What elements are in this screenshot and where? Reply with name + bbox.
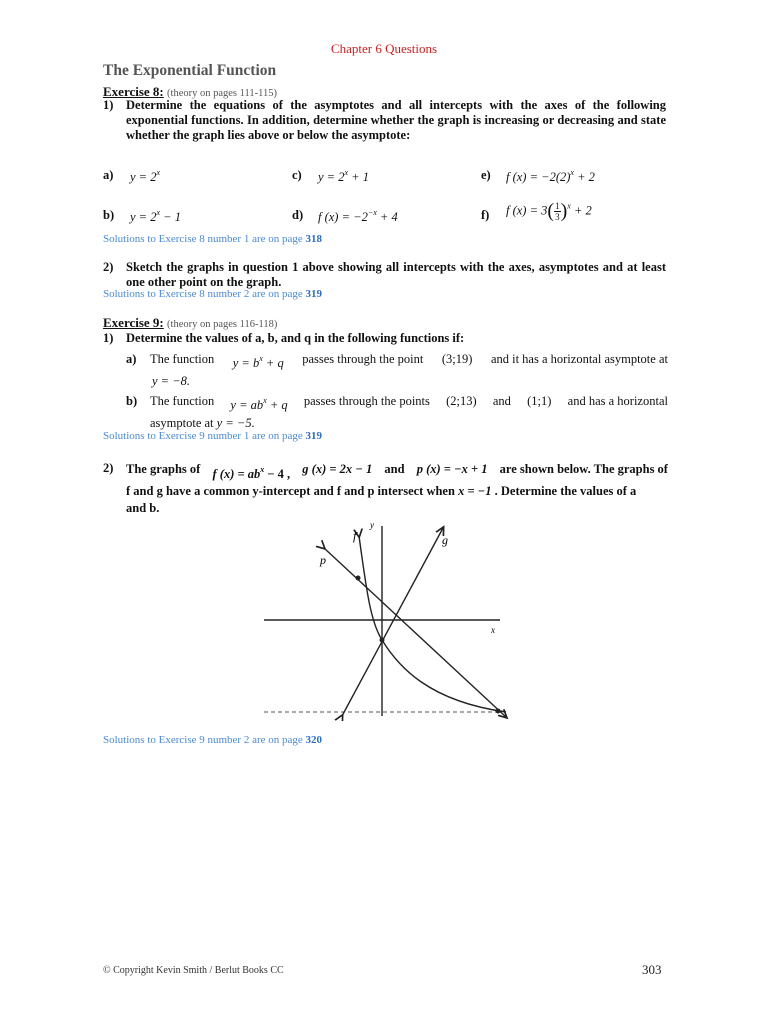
label-x: x [491, 625, 495, 635]
exercise-8-ref: (theory on pages 111-115) [167, 88, 277, 99]
item-equation: $y = 2^x - 1$ [130, 208, 181, 224]
line-g [342, 528, 443, 716]
item-equation: f (x) = 3( $\frac{1}{3}$ )$^x$ + 2 [506, 200, 592, 222]
solution-reference: Solutions to Exercise 8 number 1 are on page 318 [103, 233, 323, 245]
solution-reference: Solutions to Exercise 9 number 1 are on page 319 [103, 430, 323, 442]
label-y: y [370, 520, 374, 530]
question-number: 1) [103, 98, 114, 112]
item-label: b) [103, 208, 115, 222]
question-number: 1) [103, 331, 114, 345]
page-number: 303 [642, 962, 662, 977]
sub-question-a: The function $y = b^x + q$ passes through the point (3;19) and it has a horizontal asymptote at y = −8. [150, 352, 668, 388]
exercise-9-ref: (theory on pages 116-118) [167, 319, 278, 330]
exercise-9-label: Exercise 9: [103, 315, 164, 330]
curve-f [359, 536, 506, 712]
solution-reference: Solutions to Exercise 9 number 2 are on page 320 [103, 734, 323, 746]
function-graph [258, 516, 514, 721]
question-text: The graphs of f $(x) = ab^x - 4$ , g (x) = 2x − 1 and p (x) = −x + 1 are shown below. The graphs of f and g have a common y-intercept and f and p intersect when x = −1 . Determine the values of a and b. [126, 462, 668, 515]
footer-copyright: © Copyright Kevin Smith / Berlut Books CC [103, 965, 284, 976]
question-number: 2) [103, 461, 114, 475]
sub-label: a) [126, 352, 137, 366]
chapter-heading: Chapter 6 Questions [330, 41, 438, 56]
item-label: e) [481, 168, 491, 182]
y-intercept-point [380, 638, 385, 643]
item-equation: f $(x) = -2^{-x} + 4$ [318, 208, 398, 224]
label-p: p [320, 553, 326, 567]
curve-end-point [496, 709, 501, 714]
section-title: The Exponential Function [103, 62, 277, 79]
item-label: c) [292, 168, 302, 182]
line-p [324, 548, 506, 717]
solution-reference: Solutions to Exercise 8 number 2 are on page 319 [103, 288, 323, 300]
sub-question-b: The function $y = ab^x + q$ passes through the points (2;13) and (1;1) and has a horizontal asymptote at y = −5. [150, 394, 668, 430]
label-f: f [353, 529, 357, 543]
exercise-8-label: Exercise 8: [103, 84, 164, 99]
question-number: 2) [103, 260, 114, 274]
item-equation: $y = 2^x + 1$ [318, 168, 369, 184]
question-text: Determine the values of a, b, and q in the following functions if: [126, 331, 465, 345]
label-g: g [442, 533, 448, 547]
item-label: a) [103, 168, 114, 182]
item-label: d) [292, 208, 304, 222]
question-text: Determine the equations of the asymptotes and all intercepts with the axes of the following exponential functions. In addition, determine whether the graph is increasing or decreasing and state whether the graph lies above or below the asymptote: [126, 98, 666, 142]
intersection-point [356, 576, 361, 581]
exercise-9-heading [103, 315, 277, 331]
sub-label: b) [126, 394, 138, 408]
item-equation: f $(x) = -2(2)^x + 2$ [506, 168, 595, 184]
item-equation: $y = 2^x$ [130, 168, 161, 184]
item-label: f) [481, 208, 490, 222]
question-text: Sketch the graphs in question 1 above showing all intercepts with the axes, asymptotes and at least one other point on the graph. [126, 260, 666, 289]
